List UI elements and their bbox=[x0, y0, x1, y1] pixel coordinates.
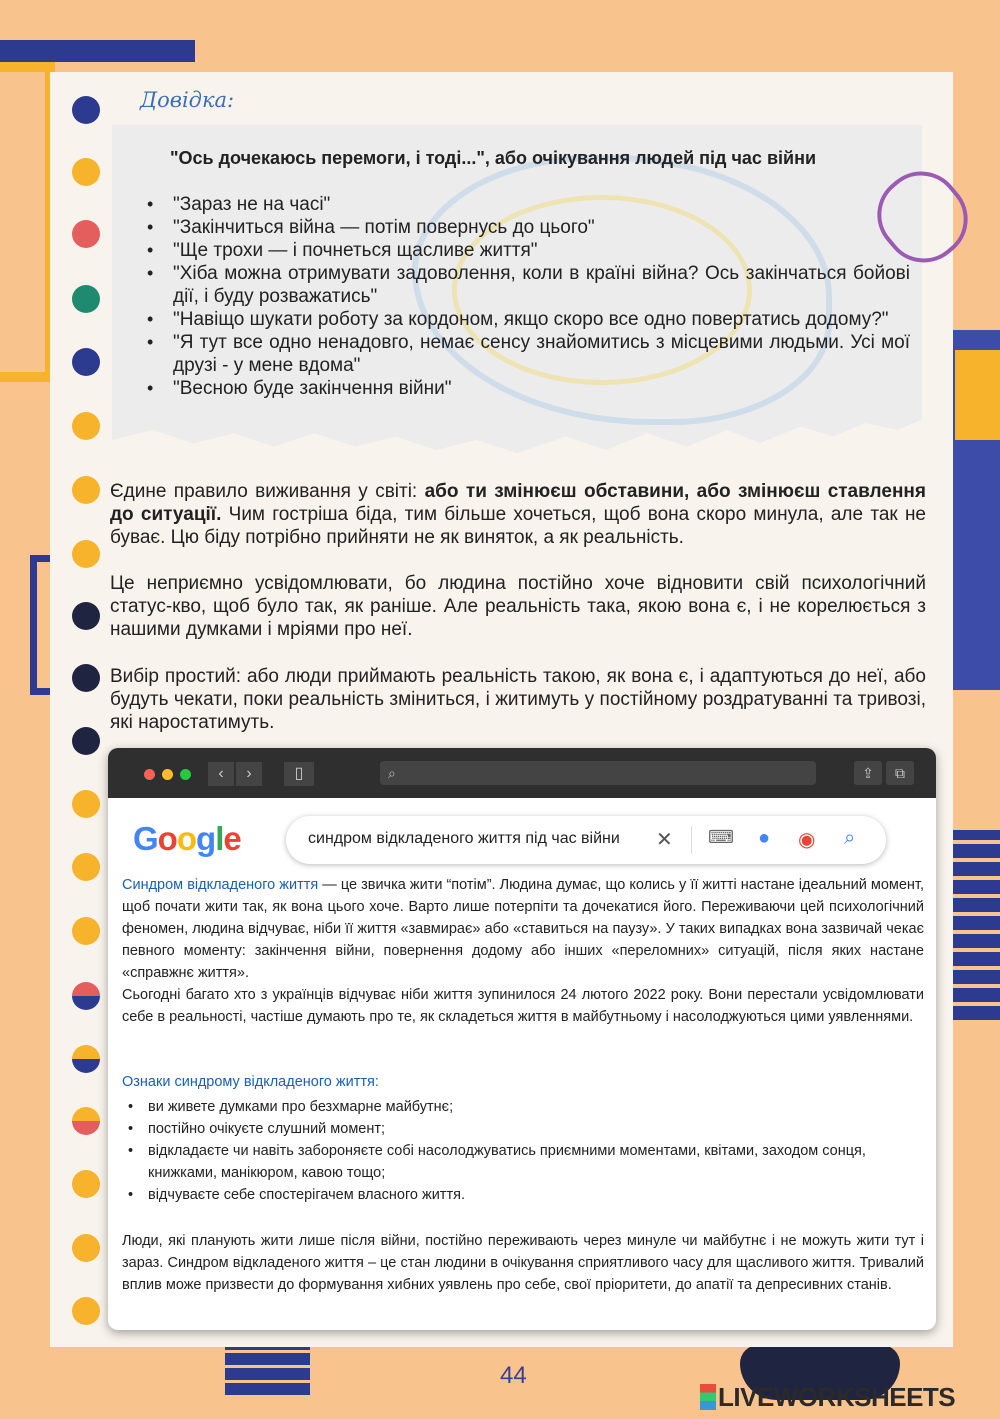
card-title: "Ось дочекаюсь перемоги, і тоді...", або очікування людей під час війни bbox=[170, 148, 817, 168]
decor-bricks-right bbox=[950, 830, 1000, 1020]
close-dot-icon[interactable] bbox=[144, 769, 155, 780]
body-paragraph-1 bbox=[110, 480, 926, 549]
list-item: • ви живете думками про безхмарне майбутнє; bbox=[122, 1096, 924, 1118]
list-item: • "Навіщо шукати роботу за кордоном, якщо скоро все одно повертатись додому?" bbox=[145, 308, 910, 331]
spiral-dot bbox=[72, 285, 100, 313]
list-item: • "Ще трохи — і почнеться щасливе життя" bbox=[145, 239, 910, 262]
spiral-dot bbox=[72, 1045, 100, 1073]
body-paragraph-2: Це неприємно усвідомлювати, бо людина постійно хоче відновити свій психологічний статус-кво, щоб було так, як раніше. Але реальність така, якою вона є, і не корелюється з нашими думками і мріями про неї. bbox=[110, 573, 926, 640]
logo-letter-o1: o bbox=[157, 820, 177, 857]
spiral-dot bbox=[72, 917, 100, 945]
spiral-dot bbox=[72, 348, 100, 376]
signs-heading: Ознаки синдрому відкладеного життя: bbox=[122, 1074, 379, 1090]
sidebar-icon[interactable]: ▯ bbox=[284, 762, 314, 786]
spiral-dot bbox=[72, 1234, 100, 1262]
spiral-dot bbox=[72, 1170, 100, 1198]
search-query: синдром відкладеного життя під час війни bbox=[308, 830, 620, 847]
liveworksheets-logo-icon bbox=[700, 1384, 716, 1410]
browser-toolbar bbox=[108, 748, 936, 798]
decor-blue-strip bbox=[0, 40, 195, 62]
quote-list bbox=[145, 193, 910, 400]
definition-term-link[interactable]: Синдром відкладеного життя bbox=[122, 877, 319, 893]
spiral-dot bbox=[72, 96, 100, 124]
list-item: • "Хіба можна отримувати задоволення, коли в країні війна? Ось закінчаться бойові дії, і буду розважатись" bbox=[145, 262, 910, 308]
google-logo[interactable] bbox=[133, 820, 241, 858]
keyboard-icon[interactable]: ⌨ bbox=[708, 827, 734, 847]
logo-letter-e: e bbox=[223, 820, 241, 857]
search-icon[interactable]: ⌕ bbox=[844, 827, 856, 849]
spiral-dot bbox=[72, 664, 100, 692]
logo-letter-g: G bbox=[133, 820, 158, 857]
back-chevron-icon[interactable]: ‹ bbox=[208, 762, 234, 786]
signs-list bbox=[122, 1096, 924, 1206]
list-item: • "Весною буде закінчення війни" bbox=[145, 377, 910, 400]
share-icon[interactable]: ⇪ bbox=[854, 761, 882, 785]
logo-letter-g2: g bbox=[196, 820, 216, 857]
paragraph-2: Сьогодні багато хто з українців відчуває ніби життя зупинилося 24 лютого 2022 року. Вони перестали усвідомлювати себе в реальності, частіше думають про те, як складеться життя в майбутньому і насолоджуються цими уявленнями. bbox=[122, 987, 924, 1025]
p1-end: Чим гостріша біда, тим більше хочеться, щоб вона скоро минула, але так не буває. Цю біду потрібно прийняти не як виняток, а як реальність. bbox=[110, 504, 926, 548]
spiral-dot bbox=[72, 982, 100, 1010]
browser-window bbox=[108, 748, 936, 1330]
search-input[interactable] bbox=[286, 816, 886, 864]
conclusion-paragraph: Люди, які планують жити лише після війни, постійно переживають через минуле чи майбутнє і не можуть жити тут і зараз. Синдром відкладеного життя – це стан людини в очікування сприятливого часу для щасливого життя. Тривалий вплив може призвести до формування хибних уявлень про себе, свої пріоритети, до апатії та депресивних станів. bbox=[122, 1233, 924, 1293]
search-divider bbox=[691, 826, 692, 854]
p1-bold: або ти змінюєш обставини, або змінюєш ставлення до ситуації. bbox=[110, 481, 926, 525]
spiral-dot bbox=[72, 727, 100, 755]
list-item: • відкладаєте чи навіть забороняєте собі насолоджуватись приємними моментами, квітами, заходом сонця, книжками, манікюром, кавою тощо; bbox=[122, 1140, 924, 1184]
spiral-dot bbox=[72, 790, 100, 818]
spiral-dot bbox=[72, 412, 100, 440]
list-item: • відчуваєте себе спостерігачем власного життя. bbox=[122, 1184, 924, 1206]
logo-letter-o2: o bbox=[176, 820, 197, 857]
spiral-dot bbox=[72, 853, 100, 881]
list-item: • "Зараз не на часі" bbox=[145, 193, 910, 216]
forward-chevron-icon[interactable]: › bbox=[236, 762, 262, 786]
decor-yellow-frame bbox=[0, 62, 55, 382]
tabs-icon[interactable]: ⧉ bbox=[886, 761, 914, 785]
watermark-text: LIVEWORKSHEETS bbox=[718, 1382, 956, 1412]
spiral-dot bbox=[72, 1107, 100, 1135]
spiral-dot bbox=[72, 476, 100, 504]
maximize-dot-icon[interactable] bbox=[180, 769, 191, 780]
list-item: • постійно очікуєте слушний момент; bbox=[122, 1118, 924, 1140]
logo-letter-l: l bbox=[215, 820, 224, 857]
decor-right-yellow-block bbox=[955, 350, 1000, 440]
clear-x-icon[interactable]: ✕ bbox=[656, 829, 673, 851]
reference-heading: Довідка: bbox=[140, 88, 235, 112]
p1-start: Єдине правило виживання у світі: bbox=[110, 481, 425, 502]
decor-bricks-bottom bbox=[225, 1345, 310, 1395]
spiral-dot bbox=[72, 220, 100, 248]
address-bar[interactable] bbox=[380, 761, 816, 785]
list-item: • "Закінчиться війна — потім повернусь до цього" bbox=[145, 216, 910, 239]
spiral-dot bbox=[72, 1297, 100, 1325]
spiral-dot bbox=[72, 540, 100, 568]
spiral-dot bbox=[72, 158, 100, 186]
list-item: • "Я тут все одно ненадовго, немає сенсу знайомитись з місцевими людьми. Усі мої друзі - у мене вдома" bbox=[145, 331, 910, 377]
definition-rest: — це звичка жити “потім”. Людина думає, що колись у її житті настане ідеальний момент, щоб почати жити так, як вона цього хоче. Варто лише потерпіти та дочекатися його. Переживаючи цей психологічний феномен, людина відчуває, ніби її життя «завмирає» або «ставиться на паузу». У таких випадках вона зазвичай чекає певного моменту: закінчення війни, повернення додому або інших «переломних» ситуацій, після яких настане «справжнє життя». bbox=[122, 877, 924, 981]
minimize-dot-icon[interactable] bbox=[162, 769, 173, 780]
body-paragraph-3: Вибір простий: або люди приймають реальність такою, як вона є, і адаптуються до неї, або будуть чекати, поки реальність зміниться, і житимуть у постійному роздратуванні та тривозі, які наростатимуть. bbox=[110, 666, 926, 733]
spiral-dot bbox=[72, 602, 100, 630]
camera-lens-icon[interactable]: ◉ bbox=[798, 829, 816, 851]
search-icon: ⌕ bbox=[388, 765, 396, 781]
liveworksheets-watermark bbox=[700, 1382, 955, 1413]
definition-paragraph bbox=[122, 874, 924, 984]
microphone-icon[interactable]: ● bbox=[758, 827, 771, 849]
page-number: 44 bbox=[500, 1362, 527, 1389]
